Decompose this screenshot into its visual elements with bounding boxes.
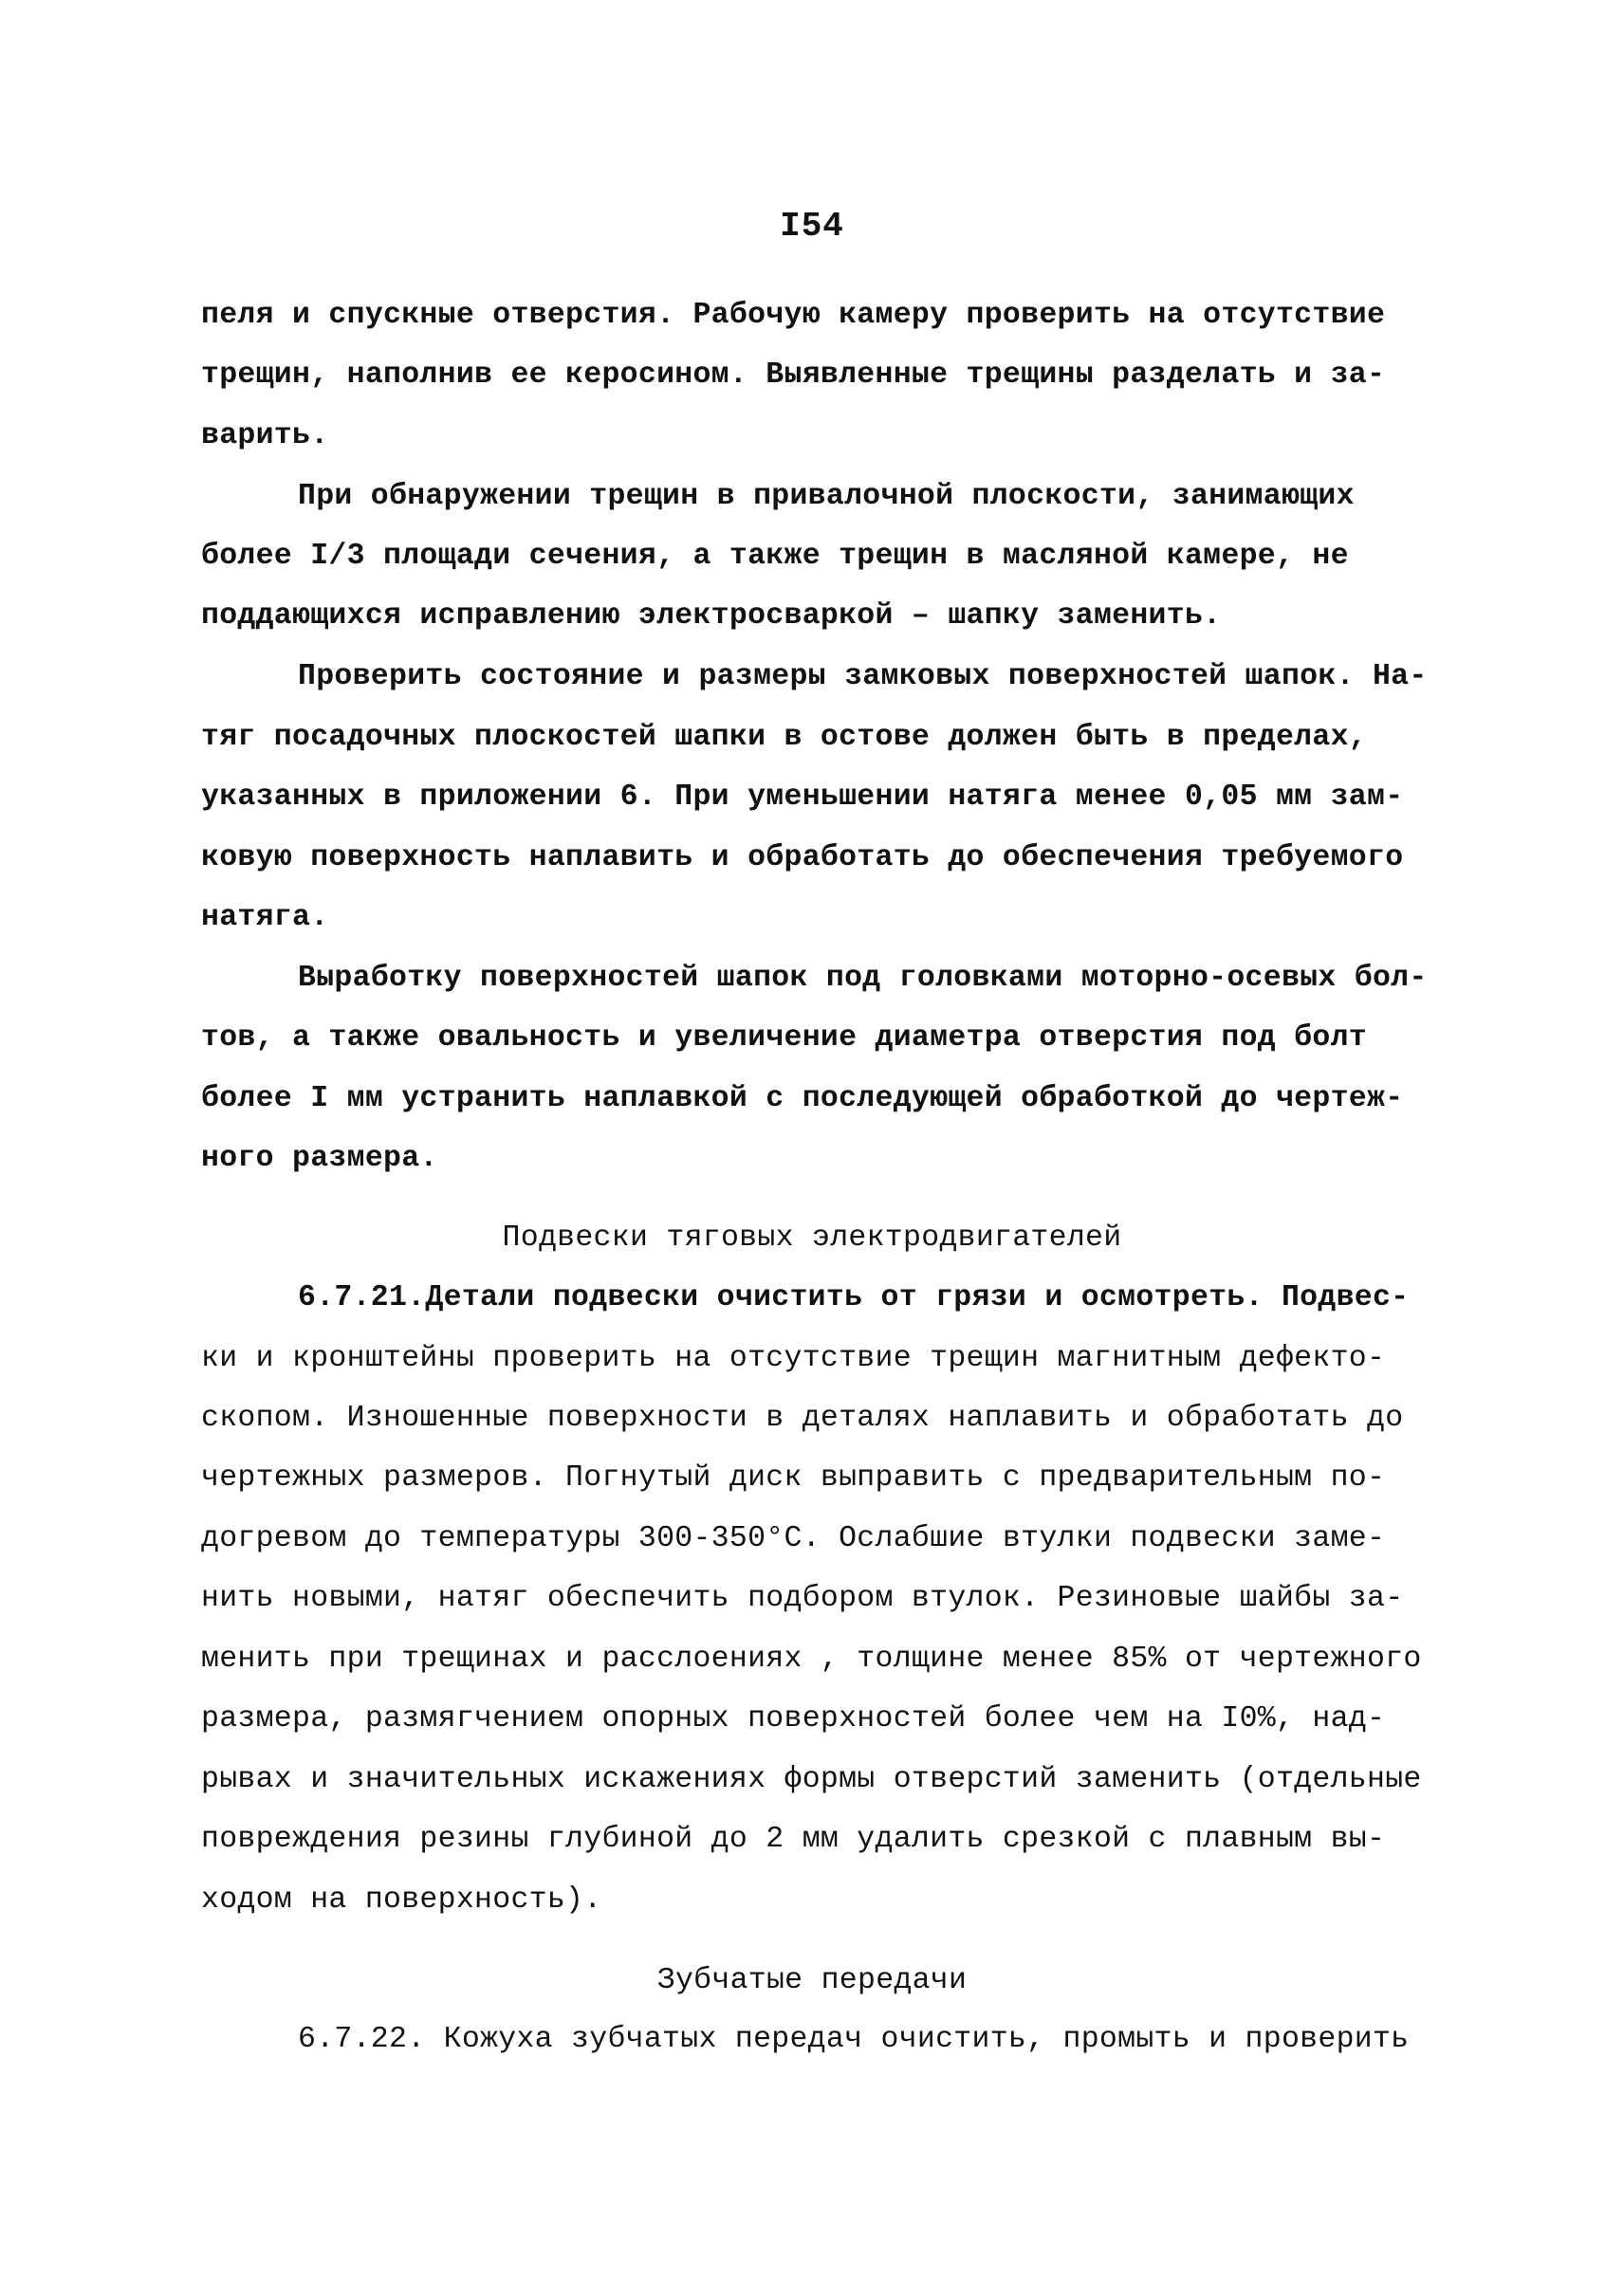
text-line: скопом. Изношенные поверхности в деталях наплавить и обработать до [201,1402,1404,1435]
text-line: Выработку поверхностей шапок под головками моторно-осевых бол- [298,962,1428,995]
text-line: поддающихся исправлению электросваркой – шапку заменить. [201,599,1222,633]
text-line: ки и кронштейны проверить на отсутствие трещин магнитным дефекто- [201,1342,1386,1375]
text-line: варить. [201,419,329,452]
text-line: Проверить состояние и размеры замковых поверхностей шапок. На- [298,660,1428,693]
text-line: указанных в приложении 6. При уменьшении натяга менее 0,05 мм зам- [201,781,1404,814]
text-line: ходом на поверхность). [201,1883,602,1917]
text-line: догревом до температуры 300-350°С. Ослабшие втулки подвески заме- [201,1522,1386,1555]
text-line: повреждения резины глубиной до 2 мм удалить срезкой с плавным вы- [201,1823,1386,1856]
text-line: При обнаружении трещин в привалочной плоскости, занимающих [298,480,1355,513]
text-line: менить при трещинах и расслоениях , толщине менее 85% от чертежного [201,1643,1422,1676]
text-line: тяг посадочных плоскостей шапки в остове должен быть в пределах, [201,721,1367,754]
text-line: ковую поверхность наплавить и обработать до обеспечения требуемого [201,841,1404,874]
text-line: пеля и спускные отверстия. Рабочую камеру проверить на отсутствие [201,299,1386,332]
text-line: трещин, наполнив ее керосином. Выявленные трещины разделать и за- [201,358,1386,392]
text-line: ного размера. [201,1142,438,1175]
text-line: более I мм устранить наплавкой с последующей обработкой до чертеж- [201,1082,1404,1115]
page-number: I54 [780,207,844,246]
text-line: чертежных размеров. Погнутый диск выправить с предварительным по- [201,1461,1386,1495]
section-heading: Зубчатые передачи [656,1964,968,1997]
text-line: нить новыми, натяг обеспечить подбором втулок. Резиновые шайбы за- [201,1582,1404,1615]
text-line: более I/3 площади сечения, а также трещин в масляной камере, не [201,540,1349,573]
text-line: натяга. [201,901,329,934]
text-line: 6.7.21.Детали подвески очистить от грязи и осмотреть. Подвес- [298,1281,1410,1314]
text-line: размера, размягчением опорных поверхностей более чем на I0%, над- [201,1702,1386,1736]
text-line: 6.7.22. Кожуха зубчатых передач очистить, промыть и проверить [298,2023,1410,2056]
section-heading: Подвески тяговых электродвигателей [502,1221,1122,1255]
text-line: тов, а также овальность и увеличение диаметра отверстия под болт [201,1021,1367,1055]
text-line: рывах и значительных искажениях формы отверстий заменить (отдельные [201,1763,1422,1796]
